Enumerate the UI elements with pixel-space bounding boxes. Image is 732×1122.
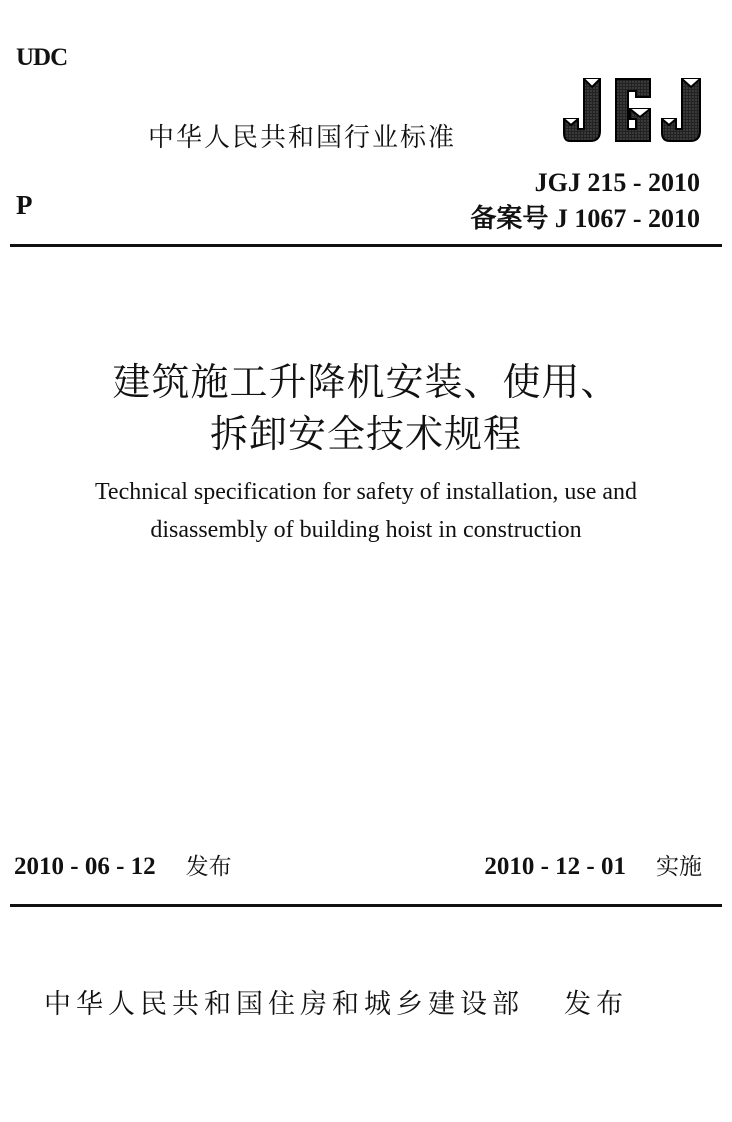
- classification-code: P: [16, 190, 33, 220]
- title-english: [0, 473, 732, 549]
- title-cn-line-2: 拆卸安全技术规程: [209, 414, 522, 456]
- udc-label: UDC: [16, 44, 68, 71]
- implementation-date-block: [484, 848, 702, 881]
- implementation-date: 2010 - 12 - 01: [484, 853, 626, 880]
- standard-category: 中华人民共和国行业标准: [148, 123, 457, 153]
- publisher-block: [44, 982, 628, 1021]
- publisher-name: 中华人民共和国住房和城乡建设部: [44, 989, 524, 1020]
- jgj-logo-icon: [560, 75, 705, 145]
- record-number: 备案号 J 1067 - 2010: [470, 204, 700, 233]
- top-divider: [10, 244, 722, 247]
- title-cn-line-1: 建筑施工升降机安装、使用、: [112, 362, 620, 404]
- publisher-action: 发布: [564, 989, 628, 1020]
- title-en-line-1: Technical specification for safety of installation, use and: [94, 479, 638, 505]
- issue-label: 发布: [185, 854, 232, 880]
- title-chinese: [0, 357, 732, 461]
- bottom-divider: [10, 904, 722, 907]
- issue-date: 2010 - 06 - 12: [14, 853, 156, 880]
- issue-date-block: [14, 848, 232, 881]
- title-en-line-2: disassembly of building hoist in construction: [150, 517, 582, 543]
- standard-number: JGJ 215 - 2010: [534, 168, 700, 197]
- implementation-label: 实施: [656, 854, 702, 880]
